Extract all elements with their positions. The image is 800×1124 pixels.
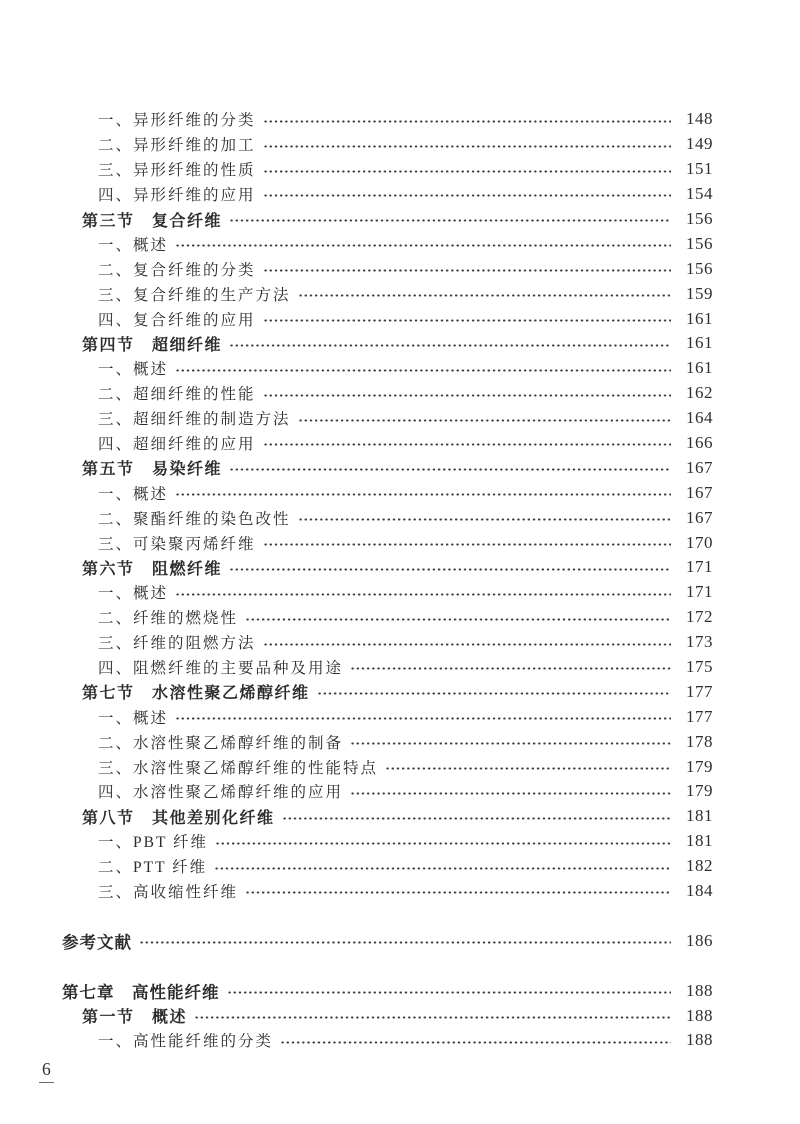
toc-entry — [0, 381, 800, 406]
toc-entry-label: 四、异形纤维的应用 — [98, 187, 256, 205]
toc-entry-label: 二、聚酯纤维的染色改性 — [98, 510, 291, 528]
leader-dots — [350, 779, 671, 804]
toc-entry — [0, 879, 800, 904]
toc-entry-label: 一、概述 — [98, 236, 169, 254]
toc-entry — [0, 928, 800, 953]
toc-entry-page: 175 — [686, 657, 713, 677]
toc-entry-page: 172 — [686, 607, 713, 627]
toc-entry — [0, 605, 800, 630]
toc-entry — [0, 829, 800, 854]
toc-entry — [0, 679, 800, 704]
toc-entry-page: 188 — [686, 980, 713, 1000]
toc-entry-label: 二、超细纤维的性能 — [98, 386, 256, 404]
toc-entry-label: 第七节 水溶性聚乙烯醇纤维 — [82, 685, 310, 703]
toc-entry-label: 一、概述 — [98, 709, 169, 727]
toc-entry — [0, 1003, 800, 1028]
leader-dots — [350, 729, 671, 754]
footer-page-number: 6 — [39, 1059, 54, 1083]
toc-entry-label: 三、高收缩性纤维 — [98, 884, 239, 902]
toc-entry-label: 第一节 概述 — [82, 1009, 188, 1026]
toc-entry-label: 参考文献 — [62, 933, 132, 952]
toc-entry — [0, 107, 800, 132]
toc-entry — [0, 978, 800, 1003]
leader-dots — [298, 505, 671, 530]
toc-entry-page: 181 — [686, 831, 713, 851]
toc-entry-page: 161 — [686, 308, 713, 328]
toc-entry-label: 第八节 其他差别化纤维 — [82, 809, 275, 827]
toc-entry-page: 177 — [686, 706, 713, 726]
toc-entry — [0, 431, 800, 456]
leader-dots — [263, 107, 671, 132]
toc-entry-page: 181 — [686, 806, 713, 826]
leader-dots — [229, 455, 671, 480]
toc-entry-page: 179 — [686, 756, 713, 776]
leader-dots — [229, 331, 671, 356]
leader-dots — [263, 132, 671, 157]
toc-entry-label: 三、复合纤维的生产方法 — [98, 286, 291, 304]
toc-entry — [0, 132, 800, 157]
toc-entry — [0, 754, 800, 779]
toc-entry — [0, 854, 800, 879]
toc-entry-label: 四、复合纤维的应用 — [98, 311, 256, 329]
toc-entry-page: 159 — [686, 283, 713, 303]
leader-dots — [175, 231, 671, 256]
leader-dots — [175, 580, 671, 605]
toc-entry-page: 179 — [686, 781, 713, 801]
leader-dots — [385, 754, 671, 779]
toc-entry-page: 166 — [686, 433, 713, 453]
leader-dots — [263, 630, 671, 655]
leader-dots — [245, 605, 671, 630]
toc-entry-page: 170 — [686, 532, 713, 552]
toc-entry-page: 188 — [686, 1005, 713, 1025]
leader-dots — [263, 306, 671, 331]
toc-entry-page: 164 — [686, 408, 713, 428]
leader-dots — [227, 978, 672, 1003]
leader-dots — [175, 704, 671, 729]
toc-entry-page: 156 — [686, 209, 713, 228]
leader-dots — [215, 829, 671, 854]
toc-entry-page: 171 — [686, 557, 713, 577]
toc-entry — [0, 182, 800, 207]
toc-entry-label: 三、可染聚丙烯纤维 — [98, 535, 256, 553]
toc-entry-label: 三、异形纤维的性质 — [98, 162, 256, 180]
toc-entry-label: 四、阻燃纤维的主要品种及用途 — [98, 660, 344, 678]
leader-dots — [175, 480, 671, 505]
toc-entry-page: 186 — [686, 930, 713, 950]
toc-entry — [0, 207, 800, 232]
toc-entry-label: 二、异形纤维的加工 — [98, 137, 256, 155]
toc-entry-page: 162 — [686, 383, 713, 403]
leader-dots — [263, 431, 671, 456]
toc-entry-label: 一、PBT 纤维 — [98, 834, 209, 852]
toc-entry-label: 一、异形纤维的分类 — [98, 112, 256, 130]
toc-entry-page: 156 — [686, 233, 713, 253]
toc-entry-label: 一、概述 — [98, 485, 169, 503]
leader-dots — [298, 281, 671, 306]
toc-entry-page: 178 — [686, 731, 713, 751]
toc-entry — [0, 455, 800, 480]
toc-entry — [0, 306, 800, 331]
leader-dots — [263, 256, 671, 281]
leader-dots — [282, 804, 671, 829]
toc-entry-page: 171 — [686, 582, 713, 602]
leader-dots — [229, 555, 671, 580]
toc-entry-label: 一、概述 — [98, 585, 169, 603]
toc-entry-page: 156 — [686, 258, 713, 278]
toc-entry-label: 二、水溶性聚乙烯醇纤维的制备 — [98, 734, 344, 752]
leader-dots — [245, 879, 671, 904]
toc-entry — [0, 256, 800, 281]
toc-entry-label: 二、复合纤维的分类 — [98, 261, 256, 279]
toc-entry-page: 151 — [686, 159, 713, 179]
leader-dots — [263, 182, 671, 207]
leader-dots — [214, 854, 671, 879]
toc-entry — [0, 630, 800, 655]
toc-list — [0, 107, 800, 1053]
toc-entry-label: 四、超细纤维的应用 — [98, 436, 256, 454]
toc-entry — [0, 406, 800, 431]
toc-entry — [0, 704, 800, 729]
toc-entry-label: 第三节 复合纤维 — [82, 212, 223, 230]
toc-entry-label: 一、概述 — [98, 361, 169, 379]
toc-entry-label: 第六节 阻燃纤维 — [82, 560, 223, 578]
toc-entry-label: 三、超细纤维的制造方法 — [98, 411, 291, 429]
toc-entry — [0, 157, 800, 182]
toc-entry-page: 188 — [686, 1030, 713, 1050]
toc-entry — [0, 729, 800, 754]
toc-entry — [0, 804, 800, 829]
toc-entry — [0, 356, 800, 381]
toc-entry-label: 第七章 高性能纤维 — [62, 983, 220, 1002]
leader-dots — [175, 356, 671, 381]
toc-entry — [0, 281, 800, 306]
toc-entry-page: 167 — [686, 457, 713, 477]
toc-entry — [0, 480, 800, 505]
leader-dots — [263, 530, 671, 555]
toc-entry — [0, 779, 800, 804]
toc-entry-label: 三、纤维的阻燃方法 — [98, 635, 256, 653]
toc-entry — [0, 530, 800, 555]
leader-dots — [280, 1028, 671, 1053]
toc-entry-page: 184 — [686, 881, 713, 901]
toc-entry-page: 167 — [686, 482, 713, 502]
toc-entry — [0, 655, 800, 680]
toc-entry-label: 第四节 超细纤维 — [82, 336, 223, 354]
leader-dots — [350, 655, 671, 680]
toc-entry — [0, 231, 800, 256]
leader-dots — [263, 381, 671, 406]
toc-entry-page: 148 — [686, 109, 713, 129]
toc-entry-page: 161 — [686, 333, 713, 353]
toc-entry-label: 三、水溶性聚乙烯醇纤维的性能特点 — [98, 759, 379, 777]
toc-entry-label: 一、高性能纤维的分类 — [98, 1033, 274, 1051]
leader-dots — [229, 207, 671, 232]
toc-entry-label: 二、PTT 纤维 — [98, 859, 208, 877]
toc-entry — [0, 555, 800, 580]
toc-entry — [0, 331, 800, 356]
leader-dots — [263, 157, 671, 182]
toc-entry — [0, 1028, 800, 1053]
leader-dots — [194, 1003, 671, 1028]
leader-dots — [317, 679, 671, 704]
toc-entry-page: 154 — [686, 184, 713, 204]
toc-entry-label: 第五节 易染纤维 — [82, 461, 223, 479]
toc-entry-page: 149 — [686, 134, 713, 154]
toc-entry-label: 四、水溶性聚乙烯醇纤维的应用 — [98, 784, 344, 802]
toc-entry-page: 177 — [686, 681, 713, 701]
toc-entry-page: 173 — [686, 632, 713, 652]
leader-dots — [139, 928, 671, 953]
toc-entry — [0, 505, 800, 530]
toc-entry-page: 167 — [686, 507, 713, 527]
toc-entry-label: 二、纤维的燃烧性 — [98, 610, 239, 628]
toc-entry — [0, 580, 800, 605]
toc-entry-page: 182 — [686, 856, 713, 876]
leader-dots — [298, 406, 671, 431]
toc-entry-page: 161 — [686, 358, 713, 378]
